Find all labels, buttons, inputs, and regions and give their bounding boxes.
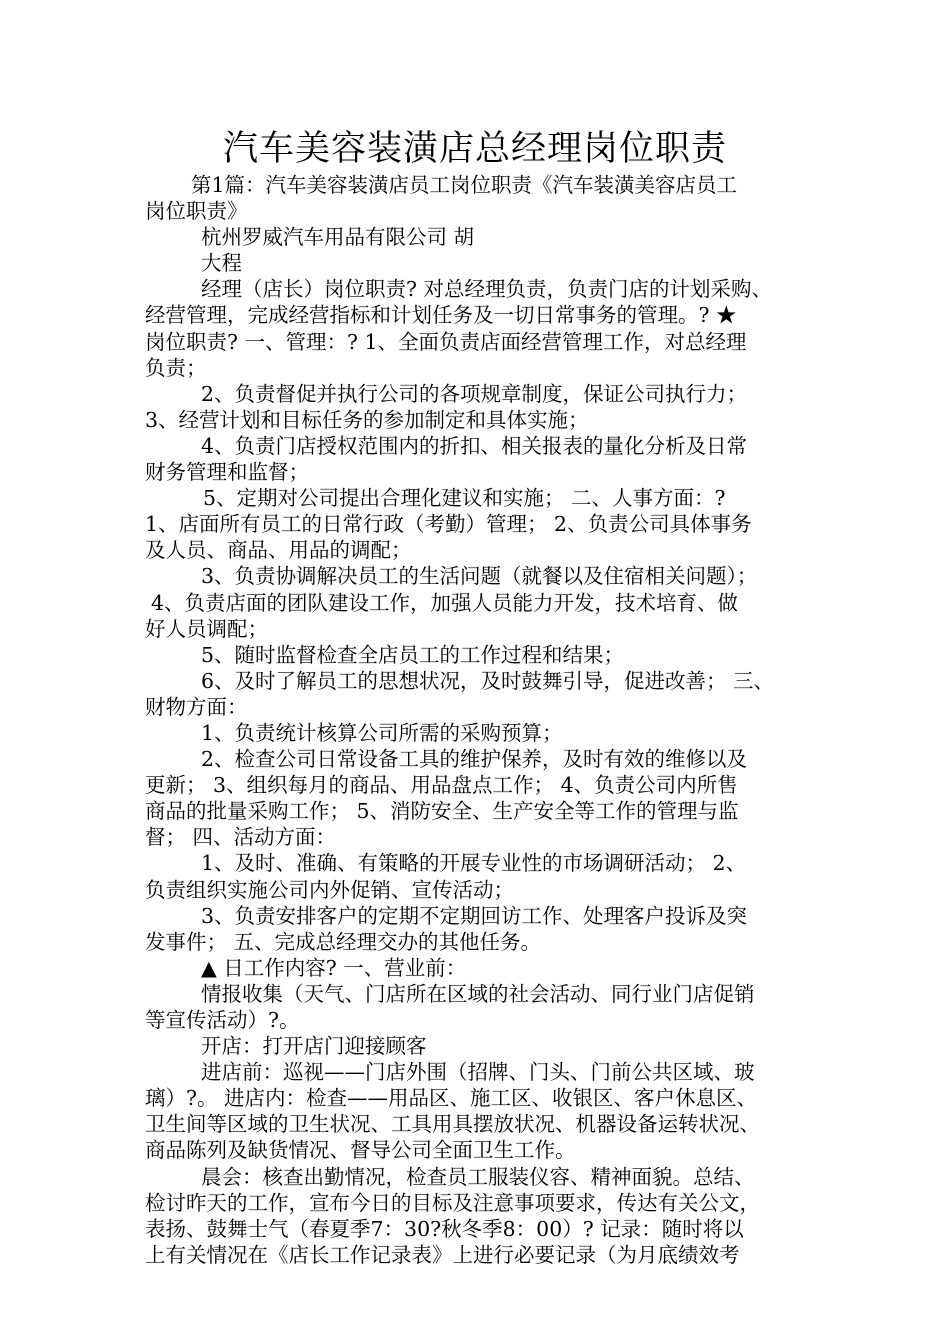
body-line: 2、负责督促并执行公司的各项规章制度，保证公司执行力； — [201, 381, 748, 406]
body-line: 财务管理和监督； — [145, 460, 309, 485]
body-line: 1、店面所有员工的日常行政（考勤）管理； 2、负责公司具体事务 — [145, 512, 752, 537]
body-line: 晨会：核查出勤情况，检查员工服装仪容、精神面貌。总结、 — [201, 1164, 755, 1189]
body-line: 负责； — [145, 355, 207, 380]
body-line: 进店前：巡视——门店外围（招牌、门头、门前公共区域、玻 — [201, 1060, 755, 1085]
body-line: 负责组织实施公司内外促销、宣传活动； — [145, 877, 514, 902]
body-line: 及人员、商品、用品的调配； — [145, 538, 412, 563]
body-line: 更新； 3、组织每月的商品、用品盘点工作； 4、负责公司内所售 — [145, 773, 738, 798]
body-line: ▲ 日工作内容? 一、营业前： — [201, 955, 467, 980]
body-line: 4、负责店面的团队建设工作，加强人员能力开发，技术培育、做 — [151, 590, 739, 615]
body-line: 5、随时监督检查全店员工的工作过程和结果； — [201, 642, 625, 667]
body-line: 1、负责统计核算公司所需的采购预算； — [201, 720, 563, 745]
body-line: 上有关情况在《店长工作记录表》上进行必要记录（为月底绩效考 — [145, 1242, 740, 1267]
body-line: 商品的批量采购工作； 5、消防安全、生产安全等工作的管理与监 — [145, 799, 739, 824]
body-line: 财物方面： — [145, 694, 248, 719]
body-line: 等宣传活动）?。 — [145, 1008, 300, 1032]
body-line: 岗位职责》 — [145, 199, 248, 224]
body-line: 好人员调配； — [145, 616, 268, 641]
body-line: 6、及时了解员工的思想状况，及时鼓舞引导，促进改善； 三、 — [201, 668, 775, 693]
body-line: 3、负责协调解决员工的生活问题（就餐以及住宿相关问题）； — [201, 564, 758, 589]
body-line: 璃）?。 进店内：检查——用品区、施工区、收银区、客户休息区、 — [145, 1086, 758, 1111]
body-line: 大程 — [201, 251, 242, 276]
body-line: 第1篇：汽车美容装潢店员工岗位职责《汽车装潢美容店员工 — [191, 173, 738, 197]
body-line: 开店：打开店门迎接顾客 — [201, 1034, 427, 1059]
body-line: 2、检查公司日常设备工具的维护保养，及时有效的维修以及 — [201, 747, 748, 772]
body-line: 3、经营计划和目标任务的参加制定和具体实施； — [145, 407, 589, 432]
body-line: 经理（店长）岗位职责? 对总经理负责，负责门店的计划采购、 — [201, 277, 773, 302]
body-line: 商品陈列及缺货情况、督导公司全面卫生工作。 — [145, 1138, 576, 1163]
body-line: 卫生间等区域的卫生状况、工具用具摆放状况、机器设备运转状况、 — [145, 1112, 760, 1137]
body-line: 督； 四、活动方面： — [145, 825, 337, 850]
document-body — [145, 172, 815, 1268]
body-line: 杭州罗威汽车用品有限公司 胡 — [201, 225, 475, 250]
body-line: 发事件； 五、完成总经理交办的其他任务。 — [145, 929, 542, 954]
body-line: 5、定期对公司提出合理化建议和实施； 二、人事方面：? — [203, 486, 726, 511]
body-line: 表扬、鼓舞士气（春夏季7：30?秋冬季8：00）? 记录：随时将以 — [145, 1216, 744, 1241]
body-line: 经营管理，完成经营指标和计划任务及一切日常事务的管理。? ★ — [145, 303, 737, 328]
document-title: 汽车美容装潢店总经理岗位职责 — [222, 129, 727, 169]
body-line: 岗位职责? 一、管理：? 1、全面负责店面经营管理工作，对总经理 — [145, 329, 747, 354]
body-line: 检讨昨天的工作，宣布今日的目标及注意事项要求，传达有关公文， — [145, 1190, 760, 1215]
body-line: 1、及时、准确、有策略的开展专业性的市场调研活动； 2、 — [201, 851, 747, 876]
body-line: 3、负责安排客户的定期不定期回访工作、处理客户投诉及突 — [201, 903, 748, 928]
body-line: 情报收集（天气、门店所在区域的社会活动、同行业门店促销 — [201, 981, 755, 1006]
body-line: 4、负责门店授权范围内的折扣、相关报表的量化分析及日常 — [201, 433, 748, 458]
